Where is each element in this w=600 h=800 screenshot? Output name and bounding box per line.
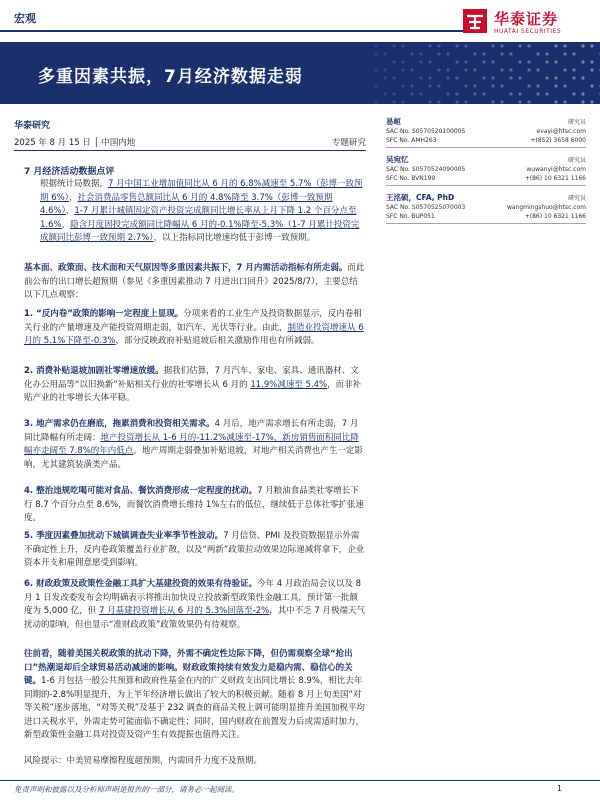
pattern-dot [374, 68, 377, 71]
pattern-dot [572, 76, 575, 79]
analyst-email[interactable]: wangmingshuo@htsc.com [506, 204, 586, 211]
underlined-figure: 社会消费品零售总额同比从 6 月的 4.8%降至 3.7%（彭博一致预期 4.6%） [40, 192, 333, 216]
pattern-dot [572, 52, 575, 55]
pattern-dot [581, 44, 584, 47]
pattern-dot [455, 92, 458, 95]
pattern-dot [554, 84, 557, 87]
text-run: 据我们估算，7 月汽车、家电、家具、通讯器材、文化办公用品等“以旧换新”补贴相关行业的社零增长从 6 月的 [24, 366, 359, 390]
company-logo [462, 6, 586, 40]
pattern-dot [419, 60, 422, 63]
pattern-dot [464, 84, 467, 87]
pattern-dot [428, 84, 431, 87]
pattern-dot [482, 52, 485, 55]
pattern-dot [581, 92, 584, 95]
meta-divider [14, 150, 366, 151]
pattern-dot [518, 100, 521, 103]
analyst-phone: +(86) 10 6321 1166 [524, 213, 586, 220]
analyst-role: 研究员 [567, 195, 586, 202]
pattern-dot [581, 76, 584, 79]
analyst-sac: SAC No. S0570524090005 [386, 166, 466, 173]
pattern-dot [392, 100, 395, 103]
text-run: ， [65, 206, 75, 216]
analyst-sfc: SFC No. BUP051 [386, 213, 435, 220]
pattern-dot [518, 60, 521, 63]
pattern-dot [590, 84, 593, 87]
analyst-divider [386, 223, 586, 224]
report-meta [14, 136, 366, 148]
pattern-dot [437, 100, 440, 103]
underlined-figure: 隐含月度固投完成额同比降幅从 6 月的-0.1%降至-5.3%（1-7 月累计投资完成额同比彭博一致预期 2.7%） [40, 219, 360, 243]
pattern-dot [590, 100, 593, 103]
pattern-dot [410, 68, 413, 71]
pattern-dot [590, 68, 593, 71]
pattern-dot [437, 52, 440, 55]
header-rule [0, 30, 470, 32]
title-banner [0, 42, 600, 104]
pattern-dot [482, 60, 485, 63]
text-run: ， [61, 219, 71, 230]
pattern-dot [455, 44, 458, 47]
text-run: ，其中不乏 7 月极端天气扰动的影响，但也显示“准财政政策”政策效果仍有待观察。 [24, 606, 366, 630]
bold-phrase: 1. “反内卷”政策的影响一定程度上显现。 [24, 309, 184, 319]
analyst-divider [386, 147, 586, 148]
pattern-dot [527, 60, 530, 63]
pattern-dot [509, 92, 512, 95]
pattern-dot [428, 100, 431, 103]
bold-phrase: 2. 消费补贴退坡加剧社零增速放缓。 [24, 366, 164, 376]
pattern-dot [464, 100, 467, 103]
pattern-dot [554, 60, 557, 63]
underlined-figure: 11.9%减速至 5.4% [250, 379, 328, 390]
pattern-dot [482, 92, 485, 95]
pattern-dot [419, 92, 422, 95]
pattern-dot [455, 60, 458, 63]
risk-note: 风险提示：中美贸易摩擦程度超预期，内需回升力度不及预期。 [24, 756, 263, 766]
pattern-dot [392, 44, 395, 47]
analyst-divider [386, 185, 586, 186]
report-date: 2025 年 8 月 15 日 │ 中国内地 [14, 138, 136, 148]
pattern-dot [536, 84, 539, 87]
pattern-dot [410, 52, 413, 55]
pattern-dot [401, 68, 404, 71]
pattern-dot [545, 76, 548, 79]
section-tag: 宏观 [14, 12, 36, 25]
pattern-dot [392, 76, 395, 79]
list-item [24, 530, 366, 571]
pattern-dot [581, 100, 584, 103]
report-title: 多重因素共振，7月经济数据走弱 [38, 67, 303, 87]
pattern-dot [500, 100, 503, 103]
pattern-dot [536, 68, 539, 71]
list-item [24, 578, 366, 632]
analyst-card [386, 154, 586, 186]
analyst-phone: +(852) 3658 6000 [530, 137, 586, 144]
underlined-figure: 地产投资增长从 1-6 月的-11.2%减速至-17%，新房销售面积同比降幅亦走阔至 7.8%的年内低点 [24, 432, 359, 456]
pattern-dot [572, 68, 575, 71]
pattern-dot [383, 68, 386, 71]
pattern-dot [536, 92, 539, 95]
pattern-dot [401, 100, 404, 103]
pattern-dot [464, 68, 467, 71]
pattern-dot [500, 52, 503, 55]
pattern-dot [527, 84, 530, 87]
pattern-dot [491, 44, 494, 47]
overview-paragraph [24, 262, 366, 303]
underlined-figure: 制造业投资增速从 6 月的 5.1%下降至-0.3% [24, 322, 364, 346]
pattern-dot [563, 100, 566, 103]
pattern-dot [410, 84, 413, 87]
bold-phrase: 往前看，随着美国关税政策的扰动下降，外需不确定性边际下降，但仍需观察全球“抢出口”热潮退却后全球贸易活动减速的影响。财政政策持续有效发力是稳内需、稳信心的关键。 [24, 649, 353, 686]
pattern-dot [383, 52, 386, 55]
text-run: 根据统计局数据， [40, 179, 109, 189]
pattern-dot [419, 76, 422, 79]
pattern-dot [446, 92, 449, 95]
analyst-card [386, 116, 586, 148]
analyst-email[interactable]: wuwanyi@htsc.com [526, 166, 586, 173]
pattern-dot [581, 60, 584, 63]
pattern-dot [401, 84, 404, 87]
pattern-dot [563, 44, 566, 47]
pattern-dot [536, 52, 539, 55]
analyst-name: 王洺硕，CFA, PhD [386, 193, 455, 202]
text-run: 7 月信贷、PMI 及投资数据显示外需不确定性上升，反内卷政策覆盖行业扩散，以及“两新”政策拉动效果边际递减将拿下，企业资本开支和雇佣意愿受到影响。 [24, 531, 365, 568]
list-item [24, 418, 366, 472]
research-label: 华泰研究 [14, 121, 51, 131]
analyst-phone: +(86) 10 6321 1166 [524, 175, 586, 182]
footer-disclaimer: 免责声明和披露以及分析师声明是报告的一部分，请务必一起阅读。 [14, 785, 239, 794]
text-run: 而此前公布的出口增长超预期（参见《多重因素推动 7 月进出口回升》2025/8/7），主要总结以下几点观察： [24, 263, 365, 300]
pattern-dot [455, 100, 458, 103]
pattern-dot [446, 52, 449, 55]
pattern-dot [500, 84, 503, 87]
pattern-dot [374, 44, 377, 47]
pattern-dot [437, 44, 440, 47]
logo-text-en: HUATAI SECURITIES [494, 28, 562, 35]
text-run: 今年 4 月政治局会议以及 8 月 1 日发改委发布会均明确表示将推出加快设立投放新型政策性金融工具，预计第一批额度为 5,000 亿，但 [24, 579, 362, 616]
pattern-dot [554, 44, 557, 47]
outlook-paragraph [24, 648, 366, 743]
list-item [24, 365, 366, 406]
pattern-dot [392, 60, 395, 63]
pattern-dot [554, 76, 557, 79]
pattern-dot [401, 44, 404, 47]
pattern-dot [374, 84, 377, 87]
pattern-dot [500, 68, 503, 71]
analyst-role: 研究员 [567, 157, 586, 164]
pattern-dot [563, 52, 566, 55]
pattern-dot [392, 92, 395, 95]
pattern-dot [500, 44, 503, 47]
pattern-dot [518, 76, 521, 79]
text-run: 4 月后，地产需求增长有所走弱，7 月同比降幅有所走阔： [24, 419, 359, 443]
bold-phrase: 4. 整治违规吃喝可能对食品、餐饮消费形成一定程度的扰动。 [24, 486, 258, 496]
pattern-dot [374, 52, 377, 55]
text-run: ，而非补贴产业的社零增长大体平稳。 [24, 379, 362, 403]
pattern-dot [509, 52, 512, 55]
pattern-dot [473, 84, 476, 87]
analyst-sfc: SFC No. BVN199 [386, 175, 436, 182]
report-type: 专题研究 [331, 138, 366, 148]
pattern-dot [446, 76, 449, 79]
analyst-sac: SAC No. S0570525070003 [386, 204, 466, 211]
pattern-dot [446, 68, 449, 71]
pattern-dot [509, 68, 512, 71]
analyst-card [386, 192, 586, 224]
underlined-figure: 7 月中国工业增加值同比从 6 月的 6.8%减速至 5.7%（彭博一致预期 6%） [40, 179, 363, 203]
pattern-dot [437, 68, 440, 71]
pattern-dot [590, 60, 593, 63]
analyst-sac: SAC No. S0570520100005 [386, 128, 466, 135]
pattern-dot [383, 92, 386, 95]
bold-phrase: 5. 季度因素叠加扰动下城镇调查失业率季节性波动。 [24, 531, 224, 541]
pattern-dot [383, 76, 386, 79]
pattern-dot [401, 60, 404, 63]
text-run: 分项来看的工业生产及投资数据显示，反内卷相关行业的产量增速及产能投资周期走弱，如汽车、光伏等行业。由此， [24, 309, 362, 333]
list-item [24, 485, 366, 526]
pattern-dot [428, 76, 431, 79]
list-item [24, 308, 366, 349]
analyst-role: 研究员 [567, 119, 586, 126]
analyst-name: 易峘 [386, 117, 401, 126]
underlined-figure: 1-7 月累计城镇固定资产投资完成额同比增长率从上月下降 1.2 个百分点至 1.6% [40, 206, 357, 230]
pattern-dot [545, 52, 548, 55]
text-run: ， [68, 192, 78, 203]
text-run: 7 月粮油食品类社零增长下行 8.7 个百分点至 8.6%，而餐饮消费增长维持 1%左右的低位，继续低于总体社零扩张速度。 [24, 486, 364, 523]
pattern-dot [509, 76, 512, 79]
bold-phrase: 6. 财政政策及政策性金融工具扩大基建投资的效果有待验证。 [24, 579, 258, 589]
pattern-dot [428, 44, 431, 47]
pattern-dot [464, 44, 467, 47]
pattern-dot [491, 100, 494, 103]
bold-phrase: 基本面、政策面、技术面和天气原因等多重因素共振下，7 月内需活动指标有所走弱。 [24, 263, 348, 273]
pattern-dot [473, 68, 476, 71]
pattern-dot [554, 100, 557, 103]
pattern-dot [527, 44, 530, 47]
pattern-dot [545, 92, 548, 95]
pattern-dot [419, 52, 422, 55]
pattern-dot [464, 60, 467, 63]
pattern-dot [428, 60, 431, 63]
pattern-dot [590, 44, 593, 47]
text-run: 。地产周期走弱叠加补贴退坡，对地产相关消费也产生一定影响，尤其建筑装潢类产品。 [24, 446, 363, 470]
huatai-logo-icon [462, 8, 488, 34]
summary-paragraph [40, 178, 366, 246]
pattern-dot [491, 60, 494, 63]
pattern-dot [563, 68, 566, 71]
text-run: ，以上指标同比增速均低于彭博一致预期。 [153, 233, 316, 243]
page-number: 1 [556, 784, 562, 793]
pattern-dot [572, 92, 575, 95]
pattern-dot [482, 76, 485, 79]
pattern-dot [527, 100, 530, 103]
section-subheading: 7 月经济活动数据点评 [24, 167, 115, 177]
pattern-dot [518, 92, 521, 95]
banner-pattern [370, 42, 600, 104]
text-run: ，部分反映政府补贴退坡后相关激励作用也有所减弱。 [115, 336, 320, 346]
pattern-dot [527, 68, 530, 71]
analyst-sfc: SFC No. AMH263 [386, 137, 437, 144]
pattern-dot [473, 52, 476, 55]
pattern-dot [545, 60, 548, 63]
pattern-dot [473, 92, 476, 95]
footer-rule [0, 780, 600, 781]
logo-text-cn: 华泰证券 [494, 10, 559, 28]
pattern-dot [491, 76, 494, 79]
analyst-email[interactable]: evayi@htsc.com [536, 128, 586, 135]
text-run: 1-6 月包括一般公共预算和政府性基金在内的广义财政支出同比增长 8.9%，相比去年同期的-2.8%明显提升，为上半年经济增长做出了较大的积极贡献。随着 8 月上旬美国“对等关税”逐步落地，“对等关税”及基于 232 调查的商品关税上调可能明显推升美国加税平均进口关税水平，外需走势可能面临不确定性；同时，国内财政在前置发力后或需适时加力，新型政策性金融工具对投资及资产生有效提振也值得关注。 [24, 676, 365, 740]
pattern-dot [491, 84, 494, 87]
pattern-dot [455, 76, 458, 79]
pattern-dot [518, 44, 521, 47]
pattern-dot [437, 84, 440, 87]
pattern-dot [410, 92, 413, 95]
analyst-name: 吴宛忆 [386, 155, 409, 164]
pattern-dot [563, 84, 566, 87]
pattern-dot [374, 100, 377, 103]
bold-phrase: 3. 地产需求仍在磨底，拖累消费和投资相关需求。 [24, 419, 215, 429]
underlined-figure: 7 月基建投资增长从 6 月的 5.3%回落至-2% [98, 606, 270, 616]
